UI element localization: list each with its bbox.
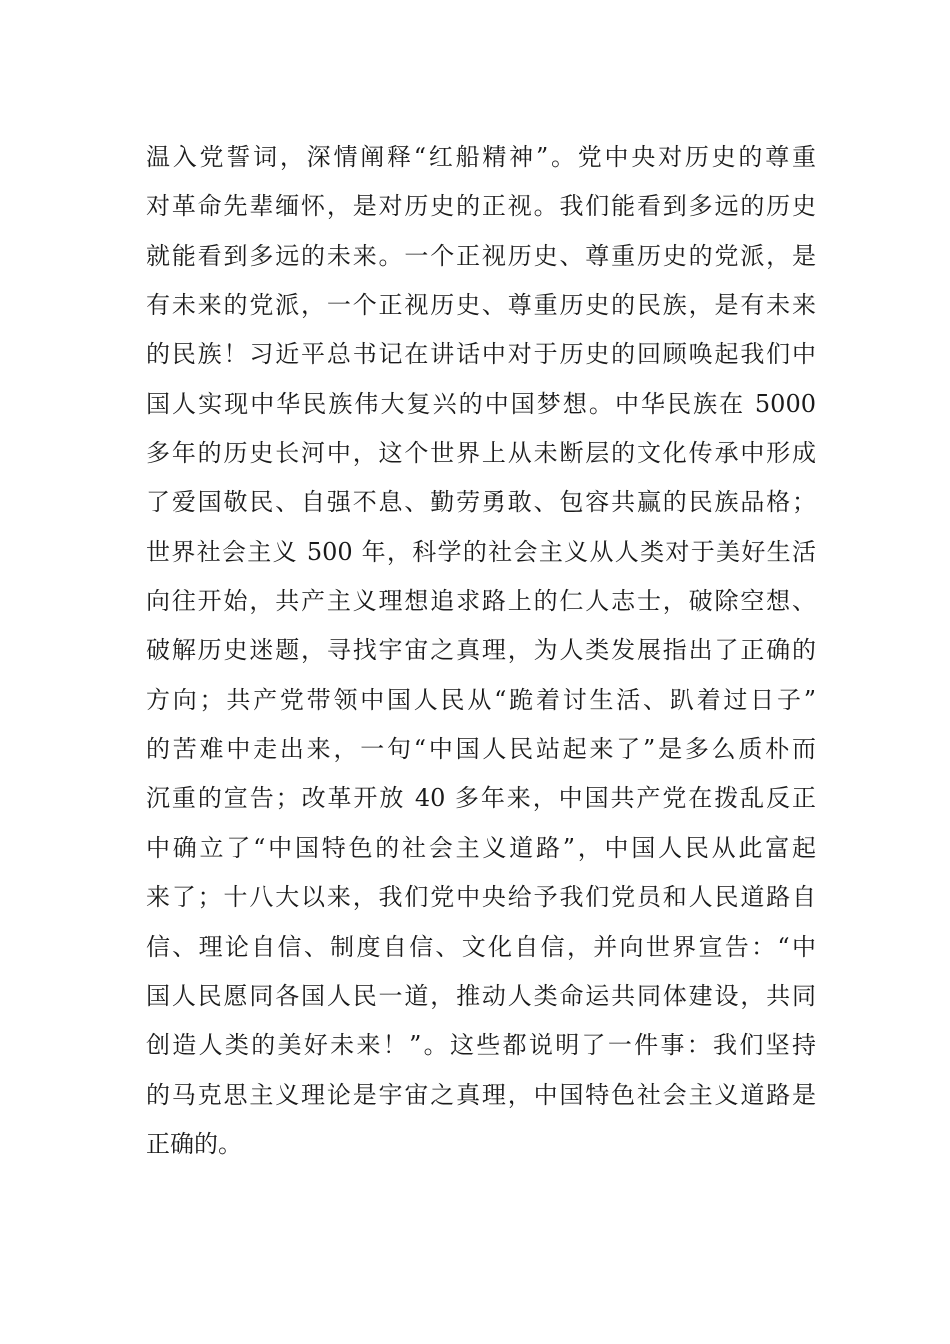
text-line-13: 的苦难中走出来，一句“中国人民站起来了”是多么质朴而: [146, 735, 816, 764]
text-line-7: 多年的历史长河中，这个世界上从未断层的文化传承中形成: [146, 439, 816, 468]
text-line-17: 信、理论自信、制度自信、文化自信，并向世界宣告：“中: [146, 932, 816, 961]
text-line-3: 就能看到多远的未来。一个正视历史、尊重历史的党派，是: [146, 241, 816, 270]
text-line-8: 了爱国敬民、自强不息、勤劳勇敢、包容共赢的民族品格；: [146, 488, 816, 517]
text-line-4: 有未来的党派，一个正视历史、尊重历史的民族，是有未来: [146, 291, 816, 320]
text-line-2: 对革命先辈缅怀，是对历史的正视。我们能看到多远的历史: [146, 192, 816, 221]
body-paragraph: [146, 133, 816, 1169]
text-line-14: 沉重的宣告；改革开放 40 多年来，中国共产党在拨乱反正: [146, 784, 816, 813]
text-line-16: 来了；十八大以来，我们党中央给予我们党员和人民道路自: [146, 883, 816, 912]
text-line-1: 温入党誓词，深情阐释“红船精神”。党中央对历史的尊重: [146, 143, 816, 171]
text-line-21: 正确的。: [146, 1129, 242, 1158]
text-line-18: 国人民愿同各国人民一道，推动人类命运共同体建设，共同: [146, 981, 816, 1010]
text-line-19: 创造人类的美好未来！”。这些都说明了一件事：我们坚持: [146, 1031, 816, 1060]
text-line-9: 世界社会主义 500 年，科学的社会主义从人类对于美好生活: [146, 537, 816, 566]
text-line-5: 的民族！习近平总书记在讲话中对于历史的回顾唤起我们中: [146, 340, 816, 369]
text-line-11: 破解历史迷题，寻找宇宙之真理，为人类发展指出了正确的: [146, 636, 816, 665]
text-line-12: 方向；共产党带领中国人民从“跪着讨生活、趴着过日子”: [146, 685, 816, 714]
text-line-10: 向往开始，共产主义理想追求路上的仁人志士，破除空想、: [146, 587, 816, 616]
text-line-20: 的马克思主义理论是宇宙之真理，中国特色社会主义道路是: [146, 1080, 816, 1109]
text-line-6: 国人实现中华民族伟大复兴的中国梦想。中华民族在 5000: [146, 389, 816, 418]
text-line-15: 中确立了“中国特色的社会主义道路”，中国人民从此富起: [146, 833, 816, 862]
